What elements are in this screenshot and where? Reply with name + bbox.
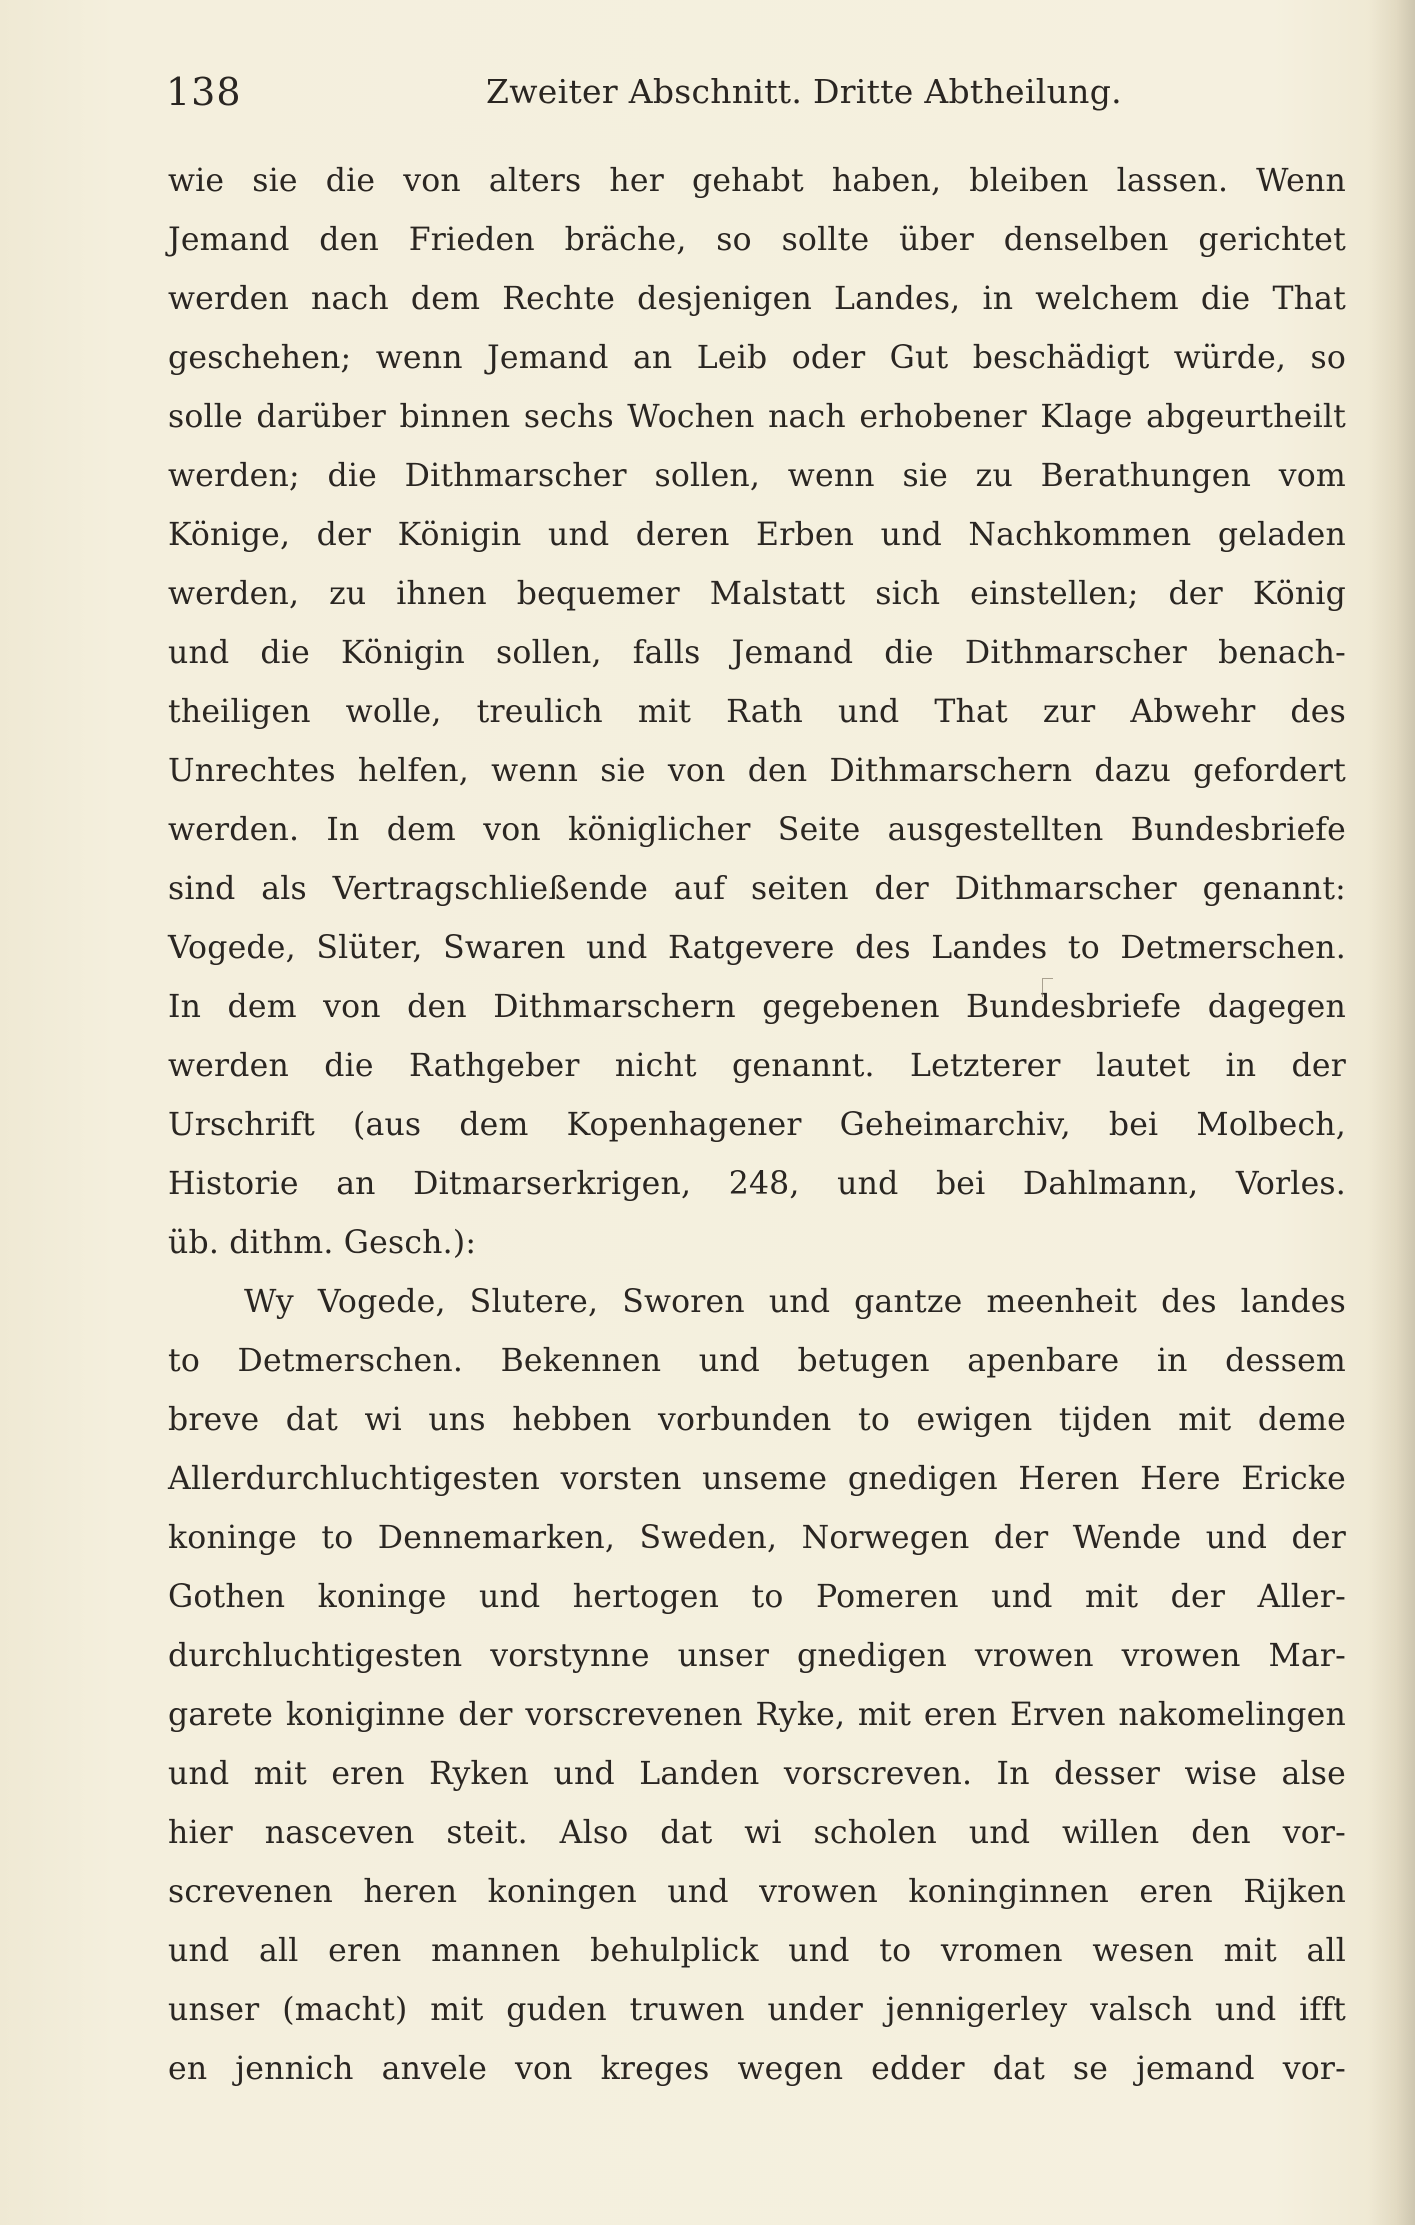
text-line: Vogede, Slüter, Swaren und Ratgevere des Landes to Detmerschen. [168, 930, 1346, 966]
quotation-line: koninge to Dennemarken, Sweden, Norwegen der Wende und der [168, 1520, 1346, 1556]
quotation-line: Gothen koninge und hertogen to Pomeren und mit der Aller- [168, 1579, 1346, 1615]
page-number: 138 [166, 70, 242, 114]
quotation-line: screvenen heren koningen und vrowen koninginnen eren Rijken [168, 1874, 1346, 1910]
quotation-line: Allerdurchluchtigesten vorsten unseme gnedigen Heren Here Ericke [168, 1461, 1346, 1497]
page-header [166, 62, 1286, 122]
quotation-line: hier nasceven steit. Also dat wi scholen und willen den vor- [168, 1815, 1346, 1851]
text-line: und die Königin sollen, falls Jemand die Dithmarscher benach- [168, 635, 1346, 671]
text-line: Jemand den Frieden bräche, so sollte über denselben gerichtet [168, 222, 1346, 258]
text-line: Unrechtes helfen, wenn sie von den Dithmarschern dazu gefordert [168, 753, 1346, 789]
quotation-line: to Detmerschen. Bekennen und betugen apenbare in dessem [168, 1343, 1346, 1379]
text-line: geschehen; wenn Jemand an Leib oder Gut beschädigt würde, so [168, 340, 1346, 376]
quotation-line: garete koniginne der vorscrevenen Ryke, mit eren Erven nakomelingen [168, 1697, 1346, 1733]
quotation-line: und all eren mannen behulplick und to vromen wesen mit all [168, 1933, 1346, 1969]
text-line: Könige, der Königin und deren Erben und Nachkommen geladen [168, 517, 1346, 553]
quotation-line: breve dat wi uns hebben vorbunden to ewigen tijden mit deme [168, 1402, 1346, 1438]
text-line: üb. dithm. Gesch.): [168, 1225, 477, 1261]
text-line: werden. In dem von königlicher Seite ausgestellten Bundesbriefe [168, 812, 1346, 848]
text-line: werden, zu ihnen bequemer Malstatt sich einstellen; der König [168, 576, 1346, 612]
text-line: solle darüber binnen sechs Wochen nach erhobener Klage abgeurtheilt [168, 399, 1346, 435]
page-edge-shadow [1368, 0, 1415, 2225]
quotation-line: Wy Vogede, Slutere, Sworen und gantze meenheit des landes [244, 1284, 1346, 1320]
text-line: In dem von den Dithmarschern gegebenen Bundesbriefe dagegen [168, 989, 1346, 1025]
running-head: Zweiter Abschnitt. Dritte Abtheilung. [486, 72, 1122, 111]
text-line: wie sie die von alters her gehabt haben, bleiben lassen. Wenn [168, 163, 1346, 199]
printer-mark [1042, 978, 1053, 997]
quotation-line: unser (macht) mit guden truwen under jennigerley valsch und ifft [168, 1992, 1346, 2028]
text-line: werden nach dem Rechte desjenigen Landes, in welchem die That [168, 281, 1346, 317]
text-line: werden; die Dithmarscher sollen, wenn sie zu Berathungen vom [168, 458, 1346, 494]
quotation-line: und mit eren Ryken und Landen vorscreven. In desser wise alse [168, 1756, 1346, 1792]
text-line: theiligen wolle, treulich mit Rath und That zur Abwehr des [168, 694, 1346, 730]
text-line: Historie an Ditmarserkrigen, 248, und bei Dahlmann, Vorles. [168, 1166, 1346, 1202]
text-line: sind als Vertragschließende auf seiten der Dithmarscher genannt: [168, 871, 1346, 907]
quotation-line: en jennich anvele von kreges wegen edder dat se jemand vor- [168, 2051, 1346, 2087]
quotation-line: durchluchtigesten vorstynne unser gnedigen vrowen vrowen Mar- [168, 1638, 1346, 1674]
text-line: Urschrift (aus dem Kopenhagener Geheimarchiv, bei Molbech, [168, 1107, 1346, 1143]
text-line: werden die Rathgeber nicht genannt. Letzterer lautet in der [168, 1048, 1346, 1084]
